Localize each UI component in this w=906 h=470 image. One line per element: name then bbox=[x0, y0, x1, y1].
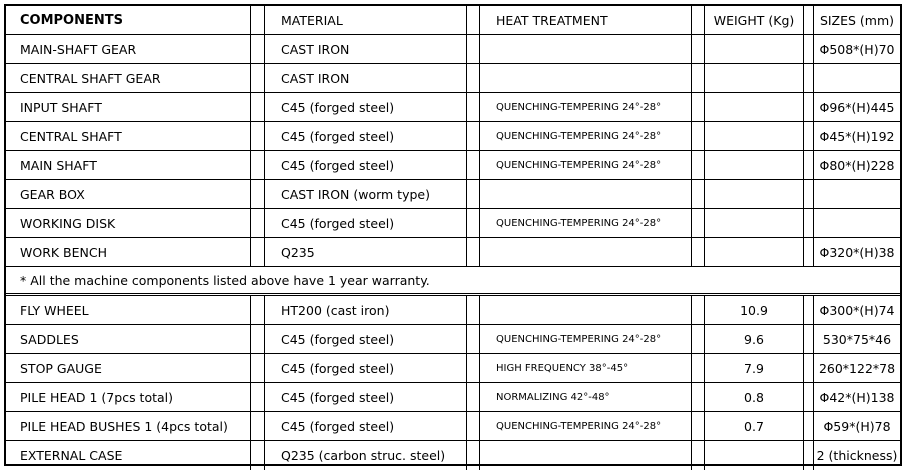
column-gap bbox=[467, 151, 480, 179]
component-cell: WORK BENCH bbox=[6, 238, 251, 266]
heat-treatment-cell: QUENCHING-TEMPERING 24°-28° bbox=[480, 122, 692, 150]
column-gap bbox=[251, 238, 265, 266]
column-gap bbox=[804, 122, 814, 150]
header-weight: WEIGHT (Kg) bbox=[705, 6, 804, 34]
table-row bbox=[6, 209, 900, 238]
component-cell: MAIN-SHAFT GEAR bbox=[6, 35, 251, 63]
column-gap bbox=[804, 35, 814, 63]
size-cell: Φ59*(H)78 bbox=[823, 418, 891, 434]
table-row bbox=[6, 35, 900, 64]
column-gap bbox=[251, 122, 265, 150]
column-gap bbox=[804, 383, 814, 411]
column-gap bbox=[467, 325, 480, 353]
header-heat-treatment: HEAT TREATMENT bbox=[480, 6, 692, 34]
component-cell: MAIN SHAFT bbox=[6, 151, 251, 179]
weight-cell bbox=[705, 209, 804, 237]
heat-treatment-cell bbox=[480, 296, 692, 324]
column-gap bbox=[804, 93, 814, 121]
material-cell: C45 (forged steel) bbox=[265, 383, 467, 411]
weight-cell bbox=[705, 122, 804, 150]
component-cell: SADDLES bbox=[6, 325, 251, 353]
column-gap bbox=[692, 64, 705, 92]
weight-cell bbox=[705, 35, 804, 63]
column-gap bbox=[692, 180, 705, 208]
weight-cell bbox=[705, 441, 804, 470]
column-gap bbox=[692, 325, 705, 353]
header-material: MATERIAL bbox=[265, 6, 467, 34]
weight-cell bbox=[705, 151, 804, 179]
table-row bbox=[6, 151, 900, 180]
column-gap bbox=[467, 180, 480, 208]
column-gap bbox=[467, 6, 480, 34]
column-gap bbox=[692, 122, 705, 150]
weight-cell: 0.7 bbox=[705, 412, 804, 440]
column-gap bbox=[804, 441, 814, 470]
heat-treatment-cell bbox=[480, 180, 692, 208]
column-gap bbox=[692, 296, 705, 324]
material-cell: HT200 (cast iron) bbox=[265, 296, 467, 324]
heat-treatment-cell: NORMALIZING 42°-48° bbox=[480, 383, 692, 411]
column-gap bbox=[804, 180, 814, 208]
column-gap bbox=[467, 441, 480, 470]
column-gap bbox=[251, 35, 265, 63]
material-cell: Q235 bbox=[265, 238, 467, 266]
table-row bbox=[6, 64, 900, 93]
column-gap bbox=[251, 64, 265, 92]
table-row bbox=[6, 441, 900, 470]
heat-treatment-cell: QUENCHING-TEMPERING 24°-28° bbox=[480, 412, 692, 440]
table-row bbox=[6, 296, 900, 325]
heat-treatment-cell: QUENCHING-TEMPERING 24°-28° bbox=[480, 93, 692, 121]
table-row bbox=[6, 354, 900, 383]
column-gap bbox=[251, 209, 265, 237]
column-gap bbox=[804, 209, 814, 237]
component-cell: WORKING DISK bbox=[6, 209, 251, 237]
size-cell: Φ45*(H)192 bbox=[819, 128, 895, 144]
size-cell: Φ42*(H)138 bbox=[819, 389, 895, 405]
material-cell: CAST IRON bbox=[265, 35, 467, 63]
table-header-row bbox=[6, 6, 900, 35]
weight-cell: 9.6 bbox=[705, 325, 804, 353]
material-cell: C45 (forged steel) bbox=[265, 325, 467, 353]
column-gap bbox=[692, 151, 705, 179]
column-gap bbox=[467, 209, 480, 237]
column-gap bbox=[692, 93, 705, 121]
size-cell: Φ320*(H)38 bbox=[819, 244, 895, 260]
component-cell: FLY WHEEL bbox=[6, 296, 251, 324]
component-cell: CENTRAL SHAFT GEAR bbox=[6, 64, 251, 92]
column-gap bbox=[692, 412, 705, 440]
column-gap bbox=[251, 383, 265, 411]
column-gap bbox=[467, 383, 480, 411]
column-gap bbox=[251, 6, 265, 34]
component-cell: STOP GAUGE bbox=[6, 354, 251, 382]
column-gap bbox=[467, 93, 480, 121]
heat-treatment-cell bbox=[480, 64, 692, 92]
table-row bbox=[6, 412, 900, 441]
material-cell: C45 (forged steel) bbox=[265, 412, 467, 440]
material-cell: CAST IRON (worm type) bbox=[265, 180, 467, 208]
size-cell: Φ300*(H)74 bbox=[819, 302, 895, 318]
column-gap bbox=[251, 441, 265, 470]
weight-cell bbox=[705, 93, 804, 121]
size-cell bbox=[814, 209, 900, 237]
material-cell: C45 (forged steel) bbox=[265, 354, 467, 382]
column-gap bbox=[467, 296, 480, 324]
heat-treatment-cell: QUENCHING-TEMPERING 24°-28° bbox=[480, 151, 692, 179]
table-row bbox=[6, 325, 900, 354]
size-cell: Φ96*(H)445 bbox=[819, 99, 895, 115]
weight-cell: 7.9 bbox=[705, 354, 804, 382]
column-gap bbox=[251, 412, 265, 440]
component-cell: EXTERNAL CASE bbox=[6, 441, 251, 470]
component-cell: CENTRAL SHAFT bbox=[6, 122, 251, 150]
size-cell: Φ80*(H)228 bbox=[819, 157, 895, 173]
warranty-note: * All the machine components listed above have 1 year warranty. bbox=[6, 267, 900, 296]
component-cell: GEAR BOX bbox=[6, 180, 251, 208]
column-gap bbox=[251, 93, 265, 121]
column-gap bbox=[692, 6, 705, 34]
material-cell: CAST IRON bbox=[265, 64, 467, 92]
column-gap bbox=[804, 64, 814, 92]
heat-treatment-cell bbox=[480, 238, 692, 266]
column-gap bbox=[467, 238, 480, 266]
column-gap bbox=[692, 383, 705, 411]
heat-treatment-cell: QUENCHING-TEMPERING 24°-28° bbox=[480, 209, 692, 237]
weight-cell: 10.9 bbox=[705, 296, 804, 324]
column-gap bbox=[251, 180, 265, 208]
material-cell: C45 (forged steel) bbox=[265, 122, 467, 150]
heat-treatment-cell: QUENCHING-TEMPERING 24°-28° bbox=[480, 325, 692, 353]
column-gap bbox=[804, 6, 814, 34]
table-row bbox=[6, 93, 900, 122]
weight-cell: 0.8 bbox=[705, 383, 804, 411]
material-cell: C45 (forged steel) bbox=[265, 209, 467, 237]
components-table bbox=[4, 4, 902, 466]
heat-treatment-cell: HIGH FREQUENCY 38°-45° bbox=[480, 354, 692, 382]
column-gap bbox=[251, 151, 265, 179]
header-components: COMPONENTS bbox=[6, 6, 251, 34]
column-gap bbox=[804, 325, 814, 353]
heat-treatment-cell bbox=[480, 35, 692, 63]
component-cell: PILE HEAD 1 (7pcs total) bbox=[6, 383, 251, 411]
weight-cell bbox=[705, 64, 804, 92]
table-row bbox=[6, 122, 900, 151]
weight-cell bbox=[705, 180, 804, 208]
material-cell: C45 (forged steel) bbox=[265, 93, 467, 121]
column-gap bbox=[467, 412, 480, 440]
column-gap bbox=[467, 64, 480, 92]
table-row bbox=[6, 383, 900, 412]
column-gap bbox=[251, 354, 265, 382]
column-gap bbox=[804, 296, 814, 324]
column-gap bbox=[804, 151, 814, 179]
column-gap bbox=[804, 354, 814, 382]
column-gap bbox=[692, 354, 705, 382]
table-row bbox=[6, 180, 900, 209]
size-cell: 2 (thickness) bbox=[816, 448, 898, 463]
heat-treatment-cell bbox=[480, 441, 692, 470]
header-sizes: SIZES (mm) bbox=[819, 12, 895, 28]
size-cell bbox=[814, 180, 900, 208]
material-cell: Q235 (carbon struc. steel) bbox=[265, 441, 467, 470]
weight-cell bbox=[705, 238, 804, 266]
column-gap bbox=[692, 35, 705, 63]
material-cell: C45 (forged steel) bbox=[265, 151, 467, 179]
column-gap bbox=[251, 325, 265, 353]
column-gap bbox=[692, 238, 705, 266]
size-cell bbox=[814, 64, 900, 92]
column-gap bbox=[804, 412, 814, 440]
column-gap bbox=[467, 35, 480, 63]
column-gap bbox=[467, 122, 480, 150]
component-cell: INPUT SHAFT bbox=[6, 93, 251, 121]
size-cell: 260*122*78 bbox=[818, 360, 896, 376]
column-gap bbox=[692, 441, 705, 470]
size-cell: Φ508*(H)70 bbox=[819, 41, 895, 57]
column-gap bbox=[251, 296, 265, 324]
size-cell: 530*75*46 bbox=[822, 331, 892, 347]
column-gap bbox=[467, 354, 480, 382]
component-cell: PILE HEAD BUSHES 1 (4pcs total) bbox=[6, 412, 251, 440]
column-gap bbox=[804, 238, 814, 266]
column-gap bbox=[692, 209, 705, 237]
table-row bbox=[6, 238, 900, 267]
